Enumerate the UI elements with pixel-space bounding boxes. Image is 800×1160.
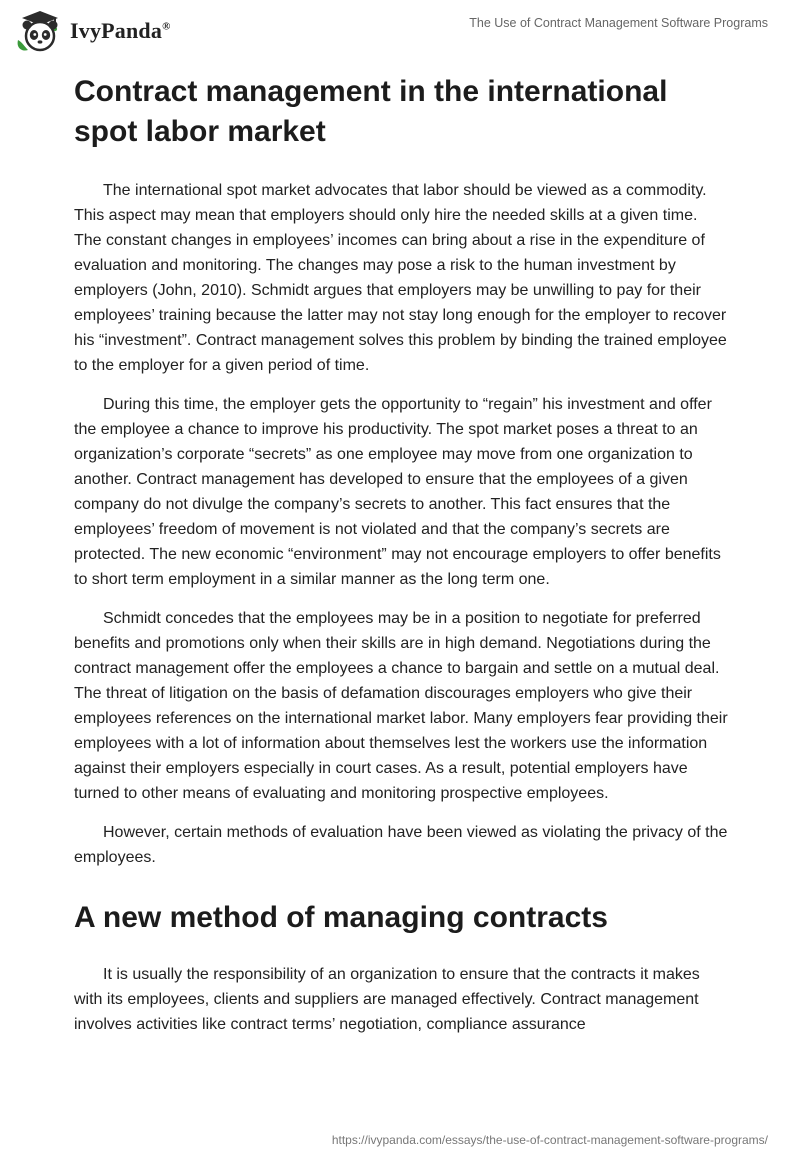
panda-logo-icon — [14, 8, 66, 54]
article-body — [74, 72, 728, 1037]
document-title: The Use of Contract Management Software Programs — [469, 16, 768, 30]
section-heading-spot-labor-market: Contract management in the international spot labor market — [74, 75, 668, 148]
paragraph: During this time, the employer gets the opportunity to “regain” his investment and offer the employee a chance to improve his productivity. The spot market poses a threat to an organization’s corporate “secrets” as one employee may move from one organization to another. Contract management has developed to ensure that the employees of a given company do not divulge the company’s secrets to another. This fact ensures that the employees’ freedom of movement is not violated and that the company’s secrets are protected. The new economic “environment” may not encourage employers to offer benefits to short term employment in a similar manner as the long term one. — [74, 396, 721, 588]
paragraph: However, certain methods of evaluation have been viewed as violating the privacy of the employees. — [74, 824, 728, 866]
paragraph: Schmidt concedes that the employees may be in a position to negotiate for preferred benefits and promotions only when their skills are in high demand. Negotiations during the contract management offer the employees a chance to bargain and settle on a mutual deal. The threat of litigation on the basis of defamation discourages employers who give their employees references on the international market labor. Many employers fear providing their employees with a lot of information about themselves lest the workers use the information against their employers especially in court cases. As a result, potential employers have turned to other means of evaluating and monitoring prospective employees. — [74, 610, 728, 802]
brand-name: IvyPanda® — [70, 18, 171, 43]
page-header — [0, 0, 800, 70]
logo-link[interactable] — [14, 8, 171, 54]
paragraph: The international spot market advocates that labor should be viewed as a commodity. This aspect may mean that employers should only hire the needed skills at a given time. The constant changes in employees’ incomes can bring about a rise in the expenditure of evaluation and monitoring. The changes may pose a risk to the human investment by employers (John, 2010). Schmidt argues that employers may be unwilling to pay for their employees’ training because the latter may not stay long enough for the employer to recover his “investment”. Contract management solves this problem by binding the trained employee to the employer for a given period of time. — [74, 182, 727, 374]
source-url-link[interactable]: https://ivypanda.com/essays/the-use-of-contract-management-software-programs/ — [331, 1133, 768, 1147]
paragraph: It is usually the responsibility of an organization to ensure that the contracts it makes with its employees, clients and suppliers are managed effectively. Contract management involves activities like contract terms’ negotiation, compliance assurance — [74, 966, 700, 1033]
section-heading-new-method: A new method of managing contracts — [74, 901, 608, 934]
